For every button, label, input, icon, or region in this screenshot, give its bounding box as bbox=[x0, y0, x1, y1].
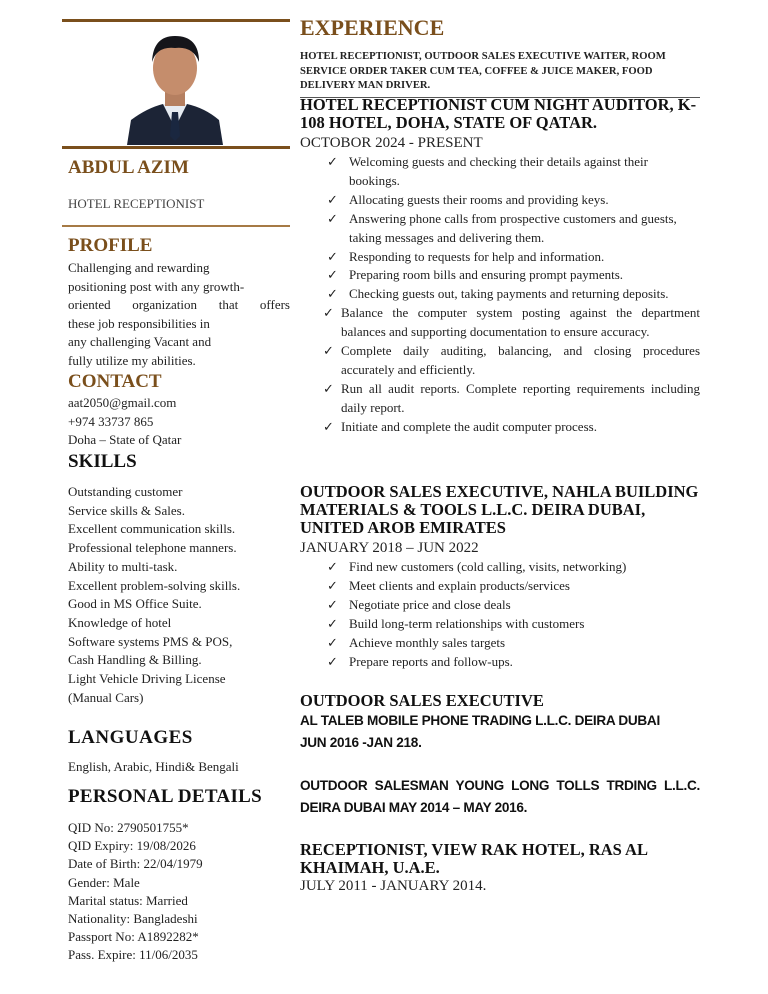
duty-text: Allocating guests their rooms and providing keys. bbox=[349, 191, 609, 207]
skill-item: (Manual Cars) bbox=[68, 689, 144, 705]
duty-item bbox=[327, 153, 700, 191]
profile-line: any challenging Vacant and bbox=[68, 334, 212, 349]
experience-summary: HOTEL RECEPTIONIST, OUTDOOR SALES EXECUTIVE WAITER, ROOM SERVICE ORDER TAKER CUM TEA, COFFEE & JUICE MAKER, FOOD DELIVERY MAN DRIVER. bbox=[300, 50, 700, 98]
divider bbox=[62, 146, 290, 149]
job-date: OCTOBOR 2024 - PRESENT bbox=[300, 135, 483, 151]
duty-item bbox=[327, 285, 700, 304]
duty-text: Run all audit reports. Complete reporting requirements including daily report. bbox=[341, 380, 700, 415]
duty-item bbox=[327, 210, 700, 248]
skill-item: Professional telephone manners. bbox=[68, 540, 237, 556]
check-icon: ✓ bbox=[327, 267, 338, 283]
skill-item: Light Vehicle Driving License bbox=[68, 671, 226, 687]
check-icon: ✓ bbox=[323, 305, 334, 321]
candidate-name: ABDUL AZIM bbox=[68, 157, 189, 178]
check-icon: ✓ bbox=[327, 653, 338, 669]
duty-text: Achieve monthly sales targets bbox=[349, 634, 506, 650]
duty-item bbox=[323, 342, 700, 380]
divider bbox=[62, 19, 290, 22]
job-duties bbox=[323, 153, 700, 437]
duty-item bbox=[323, 418, 700, 437]
duty-item bbox=[327, 653, 700, 672]
check-icon: ✓ bbox=[327, 577, 338, 593]
duty-text: Meet clients and explain products/services bbox=[349, 577, 570, 593]
duty-item bbox=[323, 304, 700, 342]
duty-item bbox=[327, 596, 700, 615]
candidate-job-title: HOTEL RECEPTIONIST bbox=[68, 196, 205, 211]
experience-heading: EXPERIENCE bbox=[300, 15, 445, 40]
skill-item: Service skills & Sales. bbox=[68, 502, 185, 518]
check-icon: ✓ bbox=[323, 418, 334, 434]
personal-detail: Nationality: Bangladeshi bbox=[68, 911, 198, 927]
skills-list bbox=[68, 483, 240, 707]
check-icon: ✓ bbox=[327, 286, 338, 302]
skills-heading: SKILLS bbox=[68, 451, 137, 472]
check-icon: ✓ bbox=[327, 615, 338, 631]
duty-item bbox=[327, 577, 700, 596]
check-icon: ✓ bbox=[323, 380, 334, 396]
profile-line: fully utilize my abilities. bbox=[68, 352, 196, 368]
personal-detail: QID No: 2790501755* bbox=[68, 820, 189, 835]
check-icon: ✓ bbox=[327, 248, 338, 264]
profile-line: oriented organization that offers bbox=[68, 297, 290, 312]
profile-line: positioning post with any growth- bbox=[68, 278, 245, 294]
job-company: AL TALEB MOBILE PHONE TRADING L.L.C. DEIRA DUBAI bbox=[300, 713, 660, 728]
job-date: JULY 2011 - JANUARY 2014. bbox=[300, 878, 487, 894]
duty-text: Responding to requests for help and information. bbox=[349, 248, 605, 264]
duty-text: Answering phone calls from prospective customers and guests, taking messages and delivering them. bbox=[349, 210, 677, 245]
duty-item bbox=[327, 266, 700, 285]
duty-text: Checking guests out, taking payments and returning deposits. bbox=[349, 286, 669, 302]
contact-heading: CONTACT bbox=[68, 371, 162, 392]
check-icon: ✓ bbox=[327, 559, 338, 574]
skill-item: Cash Handling & Billing. bbox=[68, 652, 202, 668]
job-3 bbox=[300, 692, 700, 754]
profile-text bbox=[68, 259, 290, 370]
check-icon: ✓ bbox=[327, 191, 338, 207]
duty-text: Find new customers (cold calling, visits, networking) bbox=[349, 559, 627, 574]
check-icon: ✓ bbox=[327, 210, 338, 226]
duty-text: Complete daily auditing, balancing, and closing procedures accurately and efficiently. bbox=[341, 343, 700, 377]
location: Doha – State of Qatar bbox=[68, 432, 182, 447]
duty-text: Prepare reports and follow-ups. bbox=[349, 653, 513, 669]
duty-item bbox=[327, 558, 700, 577]
duty-text: Negotiate price and close deals bbox=[349, 596, 511, 612]
duty-item bbox=[327, 634, 700, 653]
skill-item: Outstanding customer bbox=[68, 484, 183, 499]
duty-item bbox=[323, 380, 700, 418]
skill-item: Software systems PMS & POS, bbox=[68, 633, 233, 649]
languages-heading: LANGUAGES bbox=[68, 727, 193, 748]
job-date: JUN 2016 -JAN 218. bbox=[300, 735, 422, 750]
phone-number: +974 33737 865 bbox=[68, 413, 154, 429]
profile-line: these job responsibilities in bbox=[68, 315, 210, 331]
personal-detail: Gender: Male bbox=[68, 874, 140, 890]
divider bbox=[62, 225, 290, 227]
personal-detail: Marital status: Married bbox=[68, 892, 188, 908]
personal-detail: Date of Birth: 22/04/1979 bbox=[68, 856, 203, 872]
duty-item bbox=[327, 615, 700, 634]
personal-detail: Pass. Expire: 11/06/2035 bbox=[68, 947, 198, 963]
check-icon: ✓ bbox=[323, 343, 334, 359]
check-icon: ✓ bbox=[327, 154, 338, 169]
skill-item: Knowledge of hotel bbox=[68, 614, 172, 630]
skill-item: Excellent problem-solving skills. bbox=[68, 577, 241, 593]
skill-item: Ability to multi-task. bbox=[68, 558, 178, 574]
check-icon: ✓ bbox=[327, 634, 338, 650]
duty-text: Preparing room bills and ensuring prompt payments. bbox=[349, 267, 624, 283]
job-duties bbox=[327, 558, 700, 671]
duty-text: Welcoming guests and checking their details against their bookings. bbox=[349, 154, 648, 188]
job-title: OUTDOOR SALES EXECUTIVE, NAHLA BUILDING MATERIALS & TOOLS L.L.C. DEIRA DUBAI, UNITED AROB EMIRATES bbox=[300, 482, 699, 537]
check-icon: ✓ bbox=[327, 596, 338, 612]
personal-detail: Passport No: A1892282* bbox=[68, 929, 199, 945]
skill-item: Good in MS Office Suite. bbox=[68, 596, 202, 612]
job-1 bbox=[300, 96, 700, 437]
duty-text: Build long-term relationships with customers bbox=[349, 615, 585, 631]
duty-text: Balance the computer system posting against the department balances and supporting documentation to ensure accuracy. bbox=[341, 305, 700, 340]
languages-text: English, Arabic, Hindi& Bengali bbox=[68, 759, 239, 774]
duty-item bbox=[327, 191, 700, 210]
profile-heading: PROFILE bbox=[68, 235, 153, 256]
profile-line: Challenging and rewarding bbox=[68, 260, 210, 275]
skill-item: Excellent communication skills. bbox=[68, 521, 236, 537]
job-title: OUTDOOR SALES EXECUTIVE bbox=[300, 691, 544, 710]
duty-text: Initiate and complete the audit computer process. bbox=[341, 418, 597, 434]
job-5 bbox=[300, 841, 700, 896]
job-4: OUTDOOR SALESMAN YOUNG LONG TOLLS TRDING L.L.C. DEIRA DUBAI MAY 2014 – MAY 2016. bbox=[300, 778, 700, 815]
job-title: HOTEL RECEPTIONIST CUM NIGHT AUDITOR, K-108 HOTEL, DOHA, STATE OF QATAR. bbox=[300, 95, 697, 132]
job-date: JANUARY 2018 – JUN 2022 bbox=[300, 540, 479, 556]
profile-photo bbox=[127, 28, 223, 145]
duty-item bbox=[327, 248, 700, 267]
personal-detail: QID Expiry: 19/08/2026 bbox=[68, 838, 196, 854]
job-2 bbox=[300, 483, 700, 671]
personal-details-heading: PERSONAL DETAILS bbox=[68, 786, 262, 807]
contact-info bbox=[68, 394, 181, 450]
job-title: RECEPTIONIST, VIEW RAK HOTEL, RAS AL KHAIMAH, U.A.E. bbox=[300, 840, 648, 877]
email-link[interactable]: aat2050@gmail.com bbox=[68, 395, 177, 410]
personal-details-list bbox=[68, 819, 203, 965]
